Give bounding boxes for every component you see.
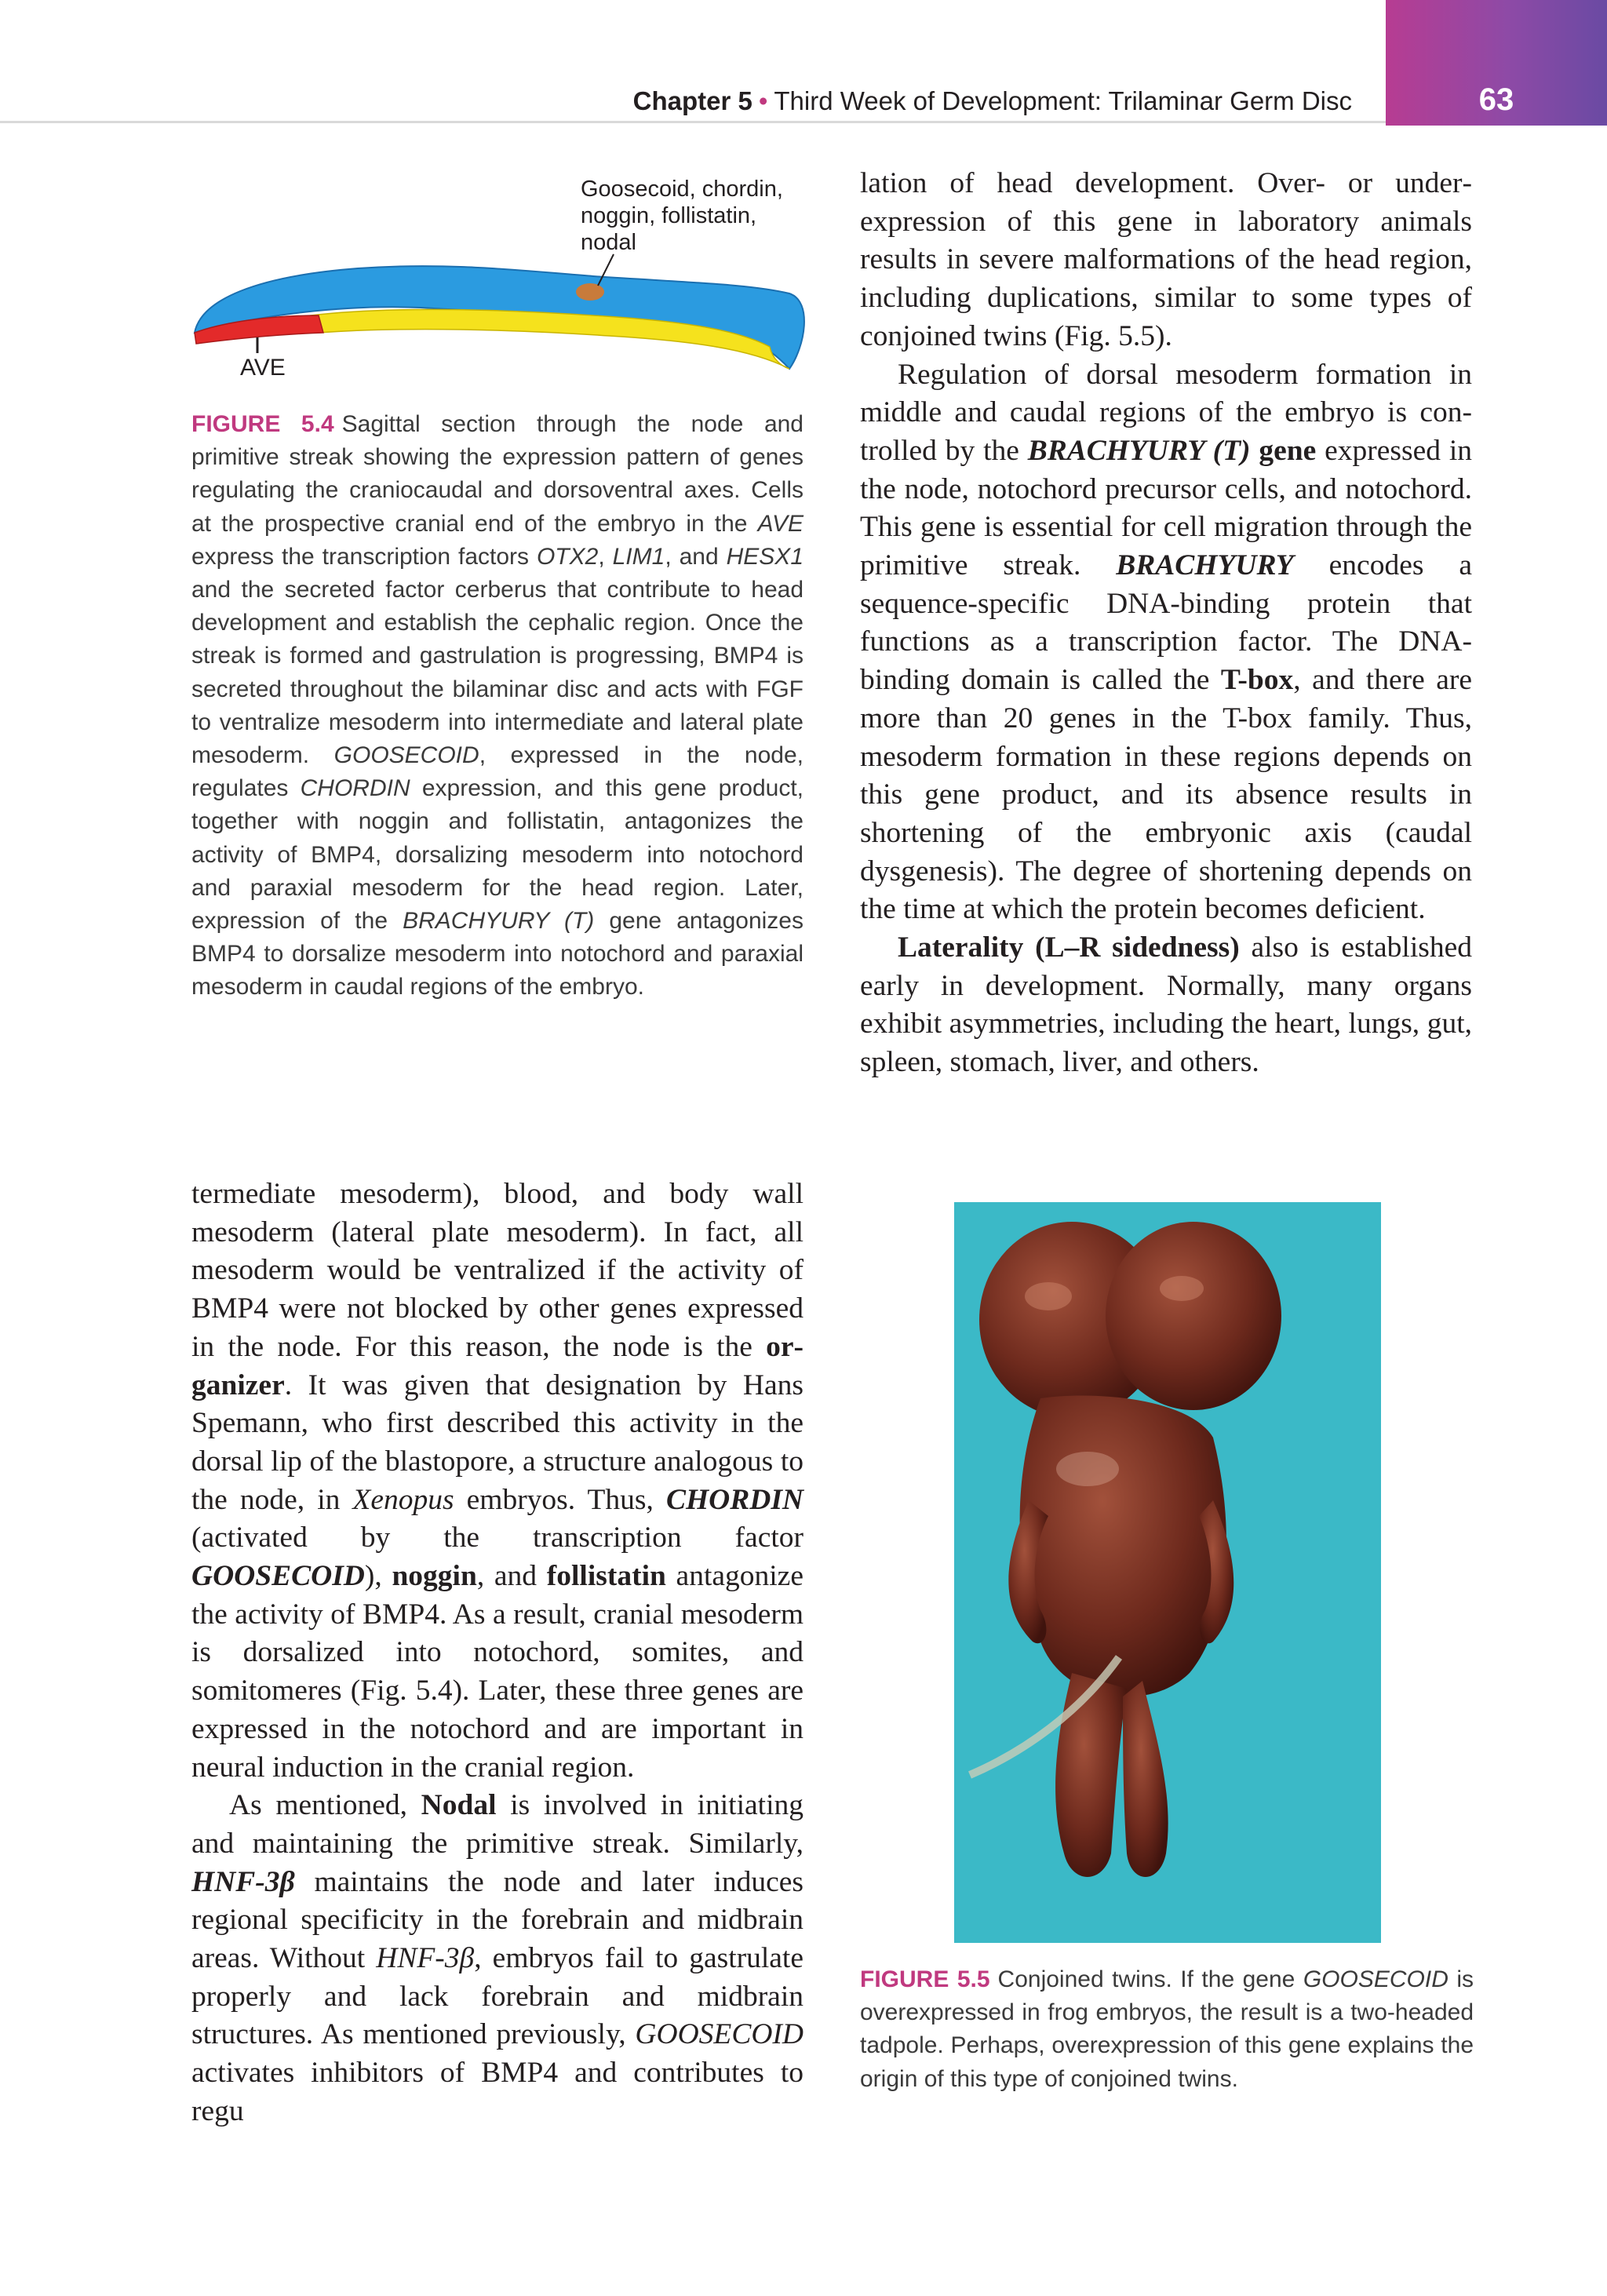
bold-term: gene (1250, 434, 1317, 467)
right-leg (1123, 1681, 1168, 1877)
text-run: , expressed in the node, regulates (191, 742, 804, 802)
figure-5-4-caption (191, 408, 804, 1004)
text-run: express the transcription factors (191, 543, 537, 570)
body-paragraph (860, 356, 1472, 930)
text-run: Sagittal section through the node and primitive streak showing the expression pattern of genes regulating the craniocaudal and dorsoventral axes. Cells at the prospective cranial end of the embryo in the (191, 411, 804, 537)
left-leg (1055, 1673, 1127, 1877)
page-header (0, 0, 1607, 118)
conjoined-twins-illustration (954, 1202, 1381, 1943)
header-rule (0, 121, 1386, 123)
chapter-title: Third Week of Development: Trilaminar Germ Disc (774, 86, 1352, 115)
italic-term: BRACHYURY (T) (403, 908, 595, 935)
body-paragraph (191, 1175, 804, 1787)
bold-term: T-box (1220, 664, 1294, 697)
text-run: , embryos fail to gastrulate properly and lack forebrain and midbrain structures. As mentioned previously, (191, 1942, 804, 2051)
bold-term: BRACHYURY (1116, 549, 1294, 582)
running-head (633, 86, 1352, 116)
text-run: ), (364, 1560, 392, 1593)
text-run: gene antagonizes BMP4 to dorsalize mesoderm into notochord and paraxial mesoderm in caudal regions of the embryo. (191, 908, 804, 1000)
conjoined-twins-photo (954, 1202, 1381, 1943)
separator-bullet: • (758, 86, 768, 115)
italic-term: GOOSECOID (1303, 1966, 1448, 1992)
italic-term: GOOSECOID (333, 742, 479, 769)
italic-term: HNF-3β (376, 1942, 475, 1975)
text-run: antagonize the activity of BMP4. As a result, cranial mesoderm is dorsalized into notochord, somites, and somitomeres (Fig. 5.4). Later, these three genes are expressed in the notochord and are important in neural induction in the cranial region. (191, 1560, 804, 1784)
text-run: As mentioned, (229, 1789, 421, 1822)
bold-term: follistatin (546, 1560, 666, 1593)
text-run: Conjoined twins. If the gene (997, 1966, 1303, 1992)
bold-term: Laterality (L–R sidedness) (898, 931, 1240, 964)
text-run: termediate mesoderm), blood, and body wall mesoderm (lateral plate mesoderm). In fact, all mesoderm would be ventralized if the activity of BMP4 were not blocked by other genes expressed in the node. For this reason, the node is the (191, 1178, 804, 1363)
right-head (1106, 1222, 1281, 1410)
text-run: embryos. Thus, (454, 1483, 666, 1516)
text-run: (activated by the transcription factor (191, 1522, 804, 1554)
ave-label: AVE (240, 355, 286, 381)
text-run: Regulation of dorsal mesoderm formation in middle and caudal regions of the embryo is controlled by the (860, 358, 1472, 467)
figure-5-5-caption (860, 1963, 1474, 2096)
text-run: and the secreted factor cerberus that contribute to head development and establish the cephalic region. Once the streak is formed and gastrulation is progressing, BMP4 is secreted throughout the bilaminar disc and acts with FGF to ventralize mesoderm into intermediate and lateral plate mesoderm. (191, 577, 804, 769)
right-column-text (860, 165, 1472, 1082)
text-run: , and (476, 1560, 547, 1593)
text-run: , (598, 543, 613, 570)
bold-term: HNF-3β (191, 1865, 295, 1898)
bold-term: GOOSECOID (191, 1560, 365, 1593)
node-marker (576, 283, 604, 301)
body-paragraph (860, 165, 1472, 356)
italic-term: OTX2 (536, 543, 599, 570)
bold-term: BRACHYURY (T) (1027, 434, 1251, 467)
italic-term: AVE (757, 510, 804, 537)
gene-expression-label: Goosecoid, chordin, noggin, follistatin, nodal (581, 177, 783, 255)
text-run: is involved in initiating and maintaining the primitive streak. Similarly, (191, 1789, 804, 1860)
figure-5-4-diagram (185, 166, 813, 394)
text-run: . It was given that designation by Hans Spemann, who first described this activity in the dorsal lip of the blastopore, a structure analogous to the node, in (191, 1368, 804, 1516)
text-run: expression, and this gene product, together with noggin and follistatin, antagonizes the activity of BMP4, dorsalizing mesoderm into notochord and paraxial mesoderm for the head region. Later, expression of the (191, 775, 804, 935)
text-run: lation of head development. Over- or underexpression of this gene in laboratory animals results in severe malformations of the head region, including duplications, similar to some types of conjoined twins (Fig. 5.5). (860, 167, 1472, 352)
text-run: expressed in the node, notochord precursor cells, and notochord. This gene is essential for cell migration through the primitive streak. (860, 434, 1473, 582)
body-paragraph (860, 929, 1472, 1082)
italic-term: Xenopus (352, 1483, 454, 1516)
text-run: activates inhibitors of BMP4 and contributes to regu (191, 2057, 804, 2127)
text-run: encodes a sequence-specific DNA-binding protein that functions as a transcription factor. The DNA-binding domain is called the (860, 549, 1473, 697)
torso (1020, 1396, 1226, 1697)
italic-term: CHORDIN (300, 775, 410, 802)
left-column-text (191, 1175, 804, 2131)
text-run: is overexpressed in frog embryos, the result is a two-headed tadpole. Perhaps, overexpression of this gene explains the origin of this type of conjoined twins. (860, 1966, 1474, 2092)
figure-5-4-number: FIGURE 5.4 (191, 411, 334, 437)
text-run: , and (665, 543, 727, 570)
figure-5-4-caption-text (191, 411, 804, 1000)
bold-term: noggin (392, 1560, 477, 1593)
figure-5-5-number: FIGURE 5.5 (860, 1966, 990, 1992)
body-paragraph (191, 1787, 804, 2130)
chapter-label: Chapter 5 (632, 86, 752, 115)
text-run: also is established early in development. Normally, many organs exhibit asymmetries, including the heart, lungs, gut, spleen, stomach, liver, and others. (860, 931, 1473, 1079)
page-number: 63 (1478, 82, 1514, 117)
bold-term: CHORDIN (665, 1483, 804, 1516)
page-number-tab (1386, 0, 1607, 126)
italic-term: LIM1 (612, 543, 665, 570)
italic-term: GOOSECOID (635, 2018, 804, 2051)
text-run: , and there are more than 20 genes in the T-box family. Thus, mesoderm formation in these regions depends on this gene product, and its absence results in shortening of the embryonic axis (caudal dysgenesis). The degree of shortening depends on the time at which the protein becomes deficient. (860, 664, 1472, 926)
bold-term: Nodal (421, 1789, 497, 1822)
italic-term: HESX1 (726, 543, 804, 570)
text-run: maintains the node and later induces regional specificity in the forebrain and midbrain areas. Without (191, 1865, 804, 1975)
bold-term: organizer (191, 1330, 804, 1401)
